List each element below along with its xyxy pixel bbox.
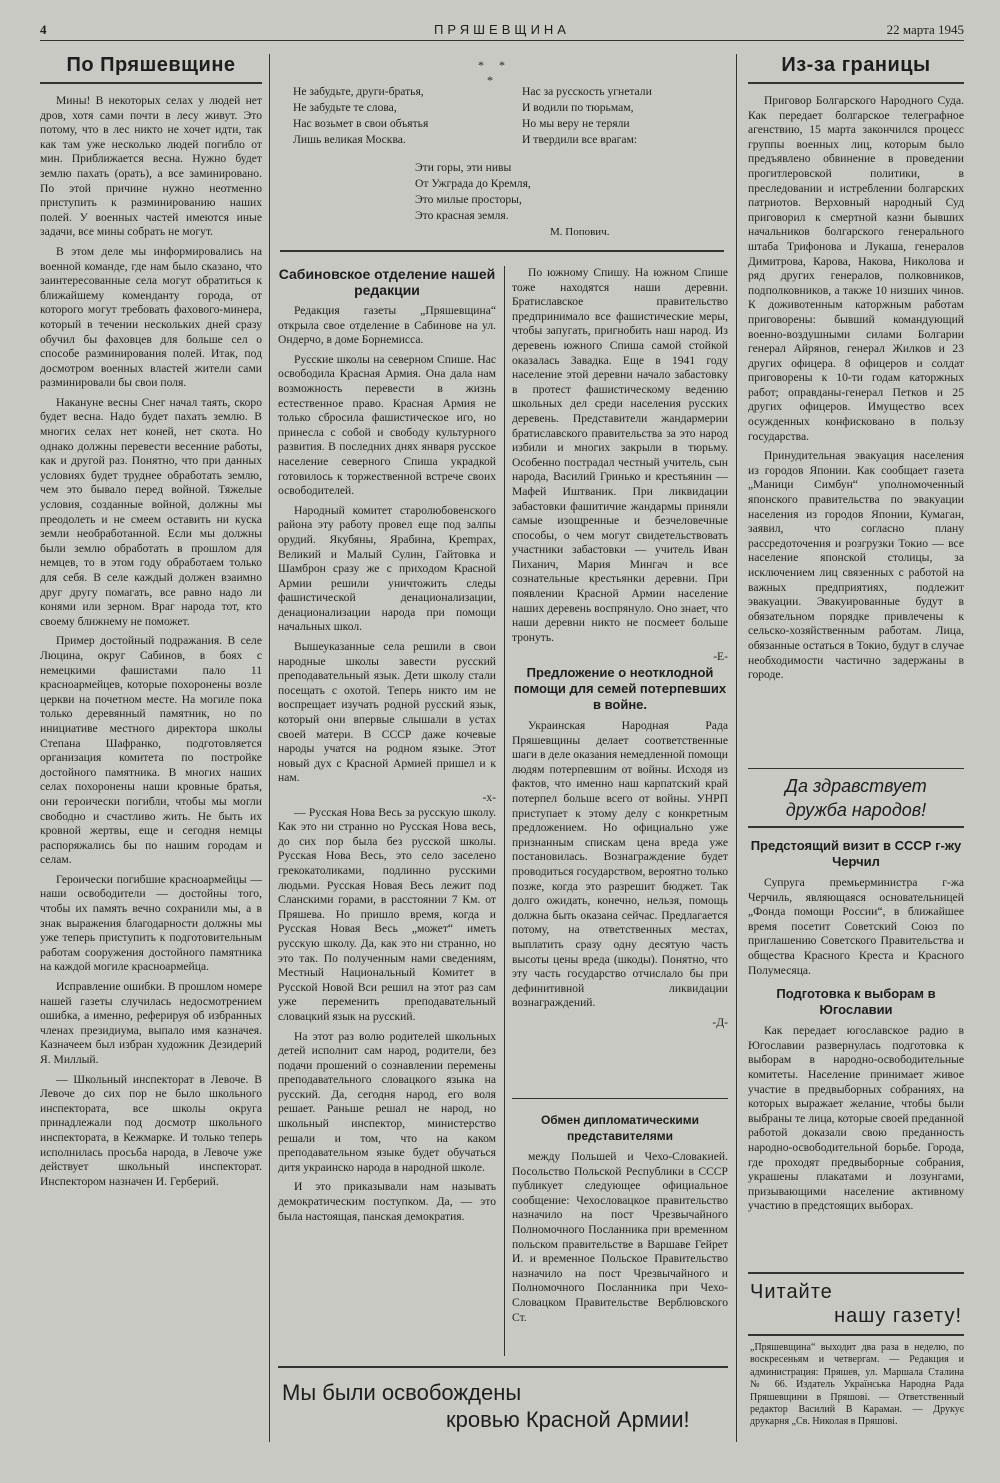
- slogan-rule-bottom: [748, 826, 964, 828]
- banner-line-1: Мы были освобождены: [282, 1380, 522, 1405]
- star-ornament: * * *: [478, 58, 511, 87]
- signature-x: -х-: [482, 791, 496, 804]
- poem-line: Это милые просторы,: [415, 193, 522, 206]
- slogan-read: [750, 1280, 966, 1328]
- section-title-abroad: Из-за границы: [748, 52, 964, 84]
- article-russian-schools-2: Народный комитет старолюбовенского района эту работу провел еще под залпы орудий. Якубяны, Ярабина, Крempах, Великий и Малый Сулин, Гайтовка и Шамброн сразу же с приходом Красной Армии решили уничтожить следы фашистической денационализации, денационализации народа при помощи начальных школ.: [278, 503, 496, 634]
- poem-line: Но мы веру не теряли: [522, 117, 630, 130]
- article-russian-schools: Русские школы на северном Спише. Нас освободила Красная Армия. Она дала нам возможность перевести в жизнь естественное право. Красная Армия не только сбросила фашистическое иго, но принесла с собой и свободу культурного развития. В последних днях января русское население северного Спиша украдкой готовилось к торжественной встрече своих освободителей.: [278, 352, 496, 498]
- poem-rule: [280, 250, 724, 252]
- newspaper-name: ПРЯШЕВЩИНА: [434, 22, 570, 37]
- poem-stanza-3: [415, 160, 615, 224]
- article-diplomat: между Польшей и Чехо-Словакией. Посольство Польской Республики в СССР публикует следующее официальное сообщение: Чехословацкое правительство назначило на пост Чрезвычайного Полномочного Посланника при временном польском правительстве в Варшаве Гейрет И. и временное Польское Правительство назначило на пост Чрезвычайного и Полномочного Посланника при Чехо-Словацком Правительстве Верблювского Ст.: [512, 1150, 728, 1324]
- yugoslavia-title: Подготовка к выборам в Югославии: [776, 986, 936, 1018]
- sabinov-office-title: Сабиновское отделение нашей редакции: [278, 266, 496, 298]
- signature-e: -Е-: [713, 650, 728, 664]
- column-rule-3: [504, 266, 505, 1356]
- article-spring: Накануне весны Снег начал таять, скоро будет весна. Надо будет пахать землю. В многих селах нет коней, нет скота. Но однако должны перевести весенние работы, как и другой раз. Понятно, что при данных условиях будет труднее обработать землю, чем это бывало перед войной. Тяжелые условия, созданные войной, должны мы преодолеть и не смеем оставить ни куска земли необработанной. Если мы должны были землю обработать в прошлом для немцев, то в этом году обработаем только для себя. В селе каждый должен взаимно друг другу помагать, все равно надо ли конями или зерном. Враг народа тот, кто своему ближнему не поможет.: [40, 395, 262, 628]
- banner-rule: [278, 1366, 728, 1368]
- slogan-line: Читайте: [750, 1281, 833, 1303]
- article-south-spish: По южному Спишу. На южном Спише тоже находятся наши деревни. Братиславское правительство предпринимало все фашистические меры, чтобы запугать, пригнобить наш народ. Из деревень южного Спиша самой стойкой оказалась Завадка. Еще в 1941 году население этой деревни начало забастовку в протест фашистическому ведению школьных дел среди населения русских деревень. Представители жандармерии братиславского правительства за это народ избили и многих закрыли в тюрьму. Особенно пострадал честный учитель, сын народа, Василий Гринько и крестьянин — Мафей Иштваник. При ликвидации забастовки фашитичие жандармы приняли самые изощренные и безчеловечные способы, о чем могут свидетельствовать участники забастовки — учитель Иван Пиханич, Мария Мингач и все сознательные крестьянки деревни. При появлении Красной Армии население наших деревень воспрянуло. Оно знает, что наши деревни никто не посмеет больше тронуть.: [512, 266, 728, 644]
- diplomat-rule: [512, 1098, 728, 1099]
- article-example: Пример достойный подражания. В селе Люцина, округ Сабинов, в боях с немецкими фашистами пало 11 красноармейцев, которые похоронены возле церкви на почетном месте. На могиле пока только деревянный памятник, но по инициативе местного директора школы Степана Шафранко, подготовляется организация комитета по постройке достойного памятника. В многих наших селах похоронены наши кровные братья, они героически погибли, чтобы мы могли свободно и счастливо жить. Не быть их кровной жертвы, еще и сегодня немцы распоряжались бы по нашим городам и селам.: [40, 634, 262, 867]
- diplomat-title: Обмен дипломатическими представителями: [540, 1113, 700, 1143]
- article-inspectorate: — Школьный инспекторат в Левоче. В Левоче до сих пор не было школьного инспектората, все школы округа принадлежали под досмотр школьного инспектората, в Кежмарке. И только теперь исполнилась просьба народа, в Левоче уже действует школьный инспекторат. Инспектором назначен И. Герберий.: [40, 1072, 262, 1188]
- poem-line: От Ужграда до Кремля,: [415, 177, 531, 190]
- aid-proposal-title: Предложение о неотклодной помощи для семей потерпевших в войне.: [513, 665, 727, 713]
- poem-line: Нас за русскость угнетали: [522, 85, 652, 98]
- slogan-line: Да здравствует: [785, 776, 927, 796]
- signature-d: -Д-: [712, 1015, 728, 1029]
- banner-line-2: кровью Красной Армии!: [446, 1407, 690, 1432]
- poem-line: И твердили все врагам:: [522, 133, 638, 146]
- slogan-line: дружба народов!: [785, 800, 927, 820]
- right-column: [748, 52, 964, 772]
- poem-author: М. Попович.: [550, 226, 610, 238]
- left-column: [40, 52, 262, 1447]
- poem-line: Эти горы, эти нивы: [415, 161, 512, 174]
- read-rule-bottom: [748, 1334, 964, 1336]
- diplomat-article-block: [512, 1112, 728, 1360]
- article-nova-ves: — Русская Нова Весь за русскую школу. Как это ни странно но Русская Нова весь, до сих пор была без русской школы. Русская Нова Весь, это село заселено грекокатоликами, подлинно русскими людьми. Русская Новая Весь лежит под Сланскими горами, в расстоянии 7 Км. от Пряшева. Но пришло время, когда и Русская Новая Весь „может“ иметь русскую школу. Да, как это ни странно, но это так. По полученным нами сведениям, Местный Национальный Комитет в Русской Новой Вси решил на этот раз сам уже переменить преподавательный словацкий язык на русский.: [278, 805, 496, 1023]
- slogan-rule-top: [748, 768, 964, 769]
- poem-line: Нас возьмет в свои объятья: [293, 117, 429, 130]
- article-bulgarian-court: Приговор Болгарского Народного Суда. Как передает болгарское телеграфное агенствию, 15 марта закончился процесс группы военных лиц, которым было предъявлено обвинение в проведении прогитлеровской политики, в преследовании и истреблении болгарских патриотов. Верховный народный Суд приговорил к смертной казни бывших начальников болгарского генерального штаба Трифонова и Лукаша, генералов Димитрова, Карова, Накова, Николова и ряд других генералов, полковников, подполковников, а также 10 низших чинов. К доживотенным каторжным работам приговорены: бывший командующий военно-воздушными силами Болгарии генерал Айрянов, генерал Жилков и 23 других офицера. 8 офицеров и солдат приговорены к 10-ти годам каторжных работ; оправданы-генерал Петков и 25 других офицеров. Имущество всех осужденных конфисковано в пользу государства.: [748, 94, 964, 443]
- right-column-lower: [748, 838, 964, 1258]
- article-mines: Мины! В некоторых селах у людей нет дров, хотя сами почти в лесу живут. Это потому, что в лес никто не хочет идти, так как там уже несколько людей погибло от мин. Приближается весна. Нужно будет землю пахать (орать), а все заминировано. По этой причине нужно неотменно приступить к разминированию наших полей. У военных частей имеются иные задачи, все мины собрать не могут.: [40, 94, 262, 239]
- article-russian-schools-3: Вышеуказанные села решили в свои народные школы завести русский преподавательный язык. Дети школу стали посещать с охотой. Теперь никто им не воспрещает изучать родной русский язык, который они впервые слышали в устах своей матери. В СССР даже кочевые народы учатся на родном языке. Этот новый дух с Красной Армией пришел и к нам.: [278, 640, 496, 785]
- poem-stanza-1: [293, 84, 503, 148]
- slogan-line: нашу газету!: [834, 1305, 962, 1327]
- churchill-title: Предстоящий визит в СССР г-жу Черчил: [750, 838, 962, 869]
- poem-stanza-2: [522, 84, 727, 148]
- poem-line: Не забудьте, други-братья,: [293, 85, 424, 98]
- article-heroes: Героически погибшие красноармейцы — наши освободители — достойны того, чтобы их память вечно сохранили мы, а в знак выражения благодарности должны мы уже теперь приступить к подготовительным работам сооружения достойного памятника на каждой могиле красноармейца.: [40, 872, 262, 974]
- poem-line: И водили по тюрьмам,: [522, 101, 634, 114]
- slogan-friendship: [748, 774, 964, 822]
- poem-line: Лишь великая Москва.: [293, 133, 406, 146]
- section-title-pryashevshchina: По Пряшевщине: [40, 52, 262, 84]
- page-number: 4: [40, 22, 47, 37]
- article-nova-ves-2: На этот раз волю родителей школьных детей исполнит сам народ, родители, без подачи прошений о сознавлении перемены преподавательного словацкого языка на русский. Да, сегодня народ, его воля решает. Раньше решал не народ, но школьный инспектор, министерство решали и том, что на каком преподавательном языке будет обучаться дитя украинско народа в народной школе.: [278, 1029, 496, 1174]
- right-middle-column: [512, 266, 728, 1086]
- article-nova-ves-3: И это приказывали нам называть демократическим поступком. Да, — это была настоящая, панская демократия.: [278, 1180, 496, 1223]
- column-rule-2: [736, 54, 737, 1442]
- article-sabinov-office: Редакция газеты „Пряшевщина“ открыла свое отделение в Сабинове на ул. Ондерчо, в доме Борнемисса.: [278, 304, 496, 347]
- column-rule-1: [269, 54, 270, 1442]
- article-aid-proposal: Украинская Народная Рада Пряшевщины делает соответственные шаги в деле оказания немедленной помощи людям потерпевшим от войны. Исходя из фактов, что именно наш карпатский край потерпел больше всего от войны. УНРП приступает к этому делу с конкретным предложением. Но официально уже признанным спискам цена вреда уже постановилась. Вознаграждение будет проводиться государством, вероятно только позже, когда это разрешит бюджет. Так долго ожидать, конечно, нельзя, помощь должна быть оказана сейчас. Предлагается потому, на ответственных местах, выплатить сразу одну десятую часть высоты цены вреда (шкоды). Понятно, что эту часть государство отчислало бы при дефинитивной ликвидации вознаграждений.: [512, 719, 728, 1010]
- article-correction: Исправление ошибки. В прошлом номере нашей газеты случилась недосмотрением ошибка, а именно, реферируя об избранных членах президиума, выпало имя казначея. Казначеем был избран художник Дезидерий Я. Миллый.: [40, 980, 262, 1066]
- poem-line: Не забудьте те слова,: [293, 101, 397, 114]
- poem-line: Это красная земля.: [415, 209, 509, 222]
- article-yugoslavia: Как передает югославское радио в Югославии развернулась подготовка к выборам в народно-освободительные комитеты. Население принимает живое участие в предвыборных собраниях, на которых выражает желание, чтобы были выбраны те лица, которые своей преданной работой доказали свою преданность народно-освободительной борьбе. Города, где проходят предвыборные собрания, украшены плакатами и лозунгами, призывающими население активному участию в предстоящих выборах.: [748, 1024, 964, 1213]
- article-mines-cont: В этом деле мы информировались на военной команде, где нам было сказано, что заинтересованные села могут обратиться к ближайшему коменданту города, от которого могут требовать фахового-минера, который в течении нескольких дней сразу обучил бы фаховцев для больше сел о способе разминирования полей. Итак, под досмотром военных властей жители сами разминировали бы свои поля.: [40, 244, 262, 390]
- middle-column: [278, 266, 496, 1356]
- issue-date: 22 марта 1945: [886, 22, 964, 37]
- article-churchill: Супруга премьерминистра г-жа Черчиль, являющаяся основательницей „Фонда помощи России“, в ближайшее время посетит Советский Союз по приглашению Советского Правительства и общества Красного Креста и Красного Полумесяца.: [748, 876, 964, 977]
- article-japan-evacuation: Принудительная эвакуация населения из городов Японии. Как сообщает газета „Маници Симбун“ уполномоченный японского правительства по эвакуации населения из городов Японии, Кумаган, заявил, что согласно плану рассредоточения и розгрузки Токио — все население японской столицы, за исключением лиц связенных с работой на важных предприятиях, подлежит эвакуации. Эвакуированные будут в обязательном порядке привлечены к сельско-хозяйственным работам. Лица, обязанные остаться в Токио, будут в случае необходимости частично задержаны в городе.: [748, 449, 964, 682]
- imprint: „Пряшевщина“ выходит два раза в неделю, по воскресеньям и четвергам. — Редакция и администрация: Пряшев, ул. Маршала Сталина № 66. Издатель Украïнська Народна Рада Пряшевщини в Пряшові. — Ответственный редактор Василий В Караман. — Друкує друкарня „Св. Николая в Пряшові.: [750, 1342, 964, 1428]
- read-rule-top: [748, 1272, 964, 1274]
- page-header: [40, 20, 964, 41]
